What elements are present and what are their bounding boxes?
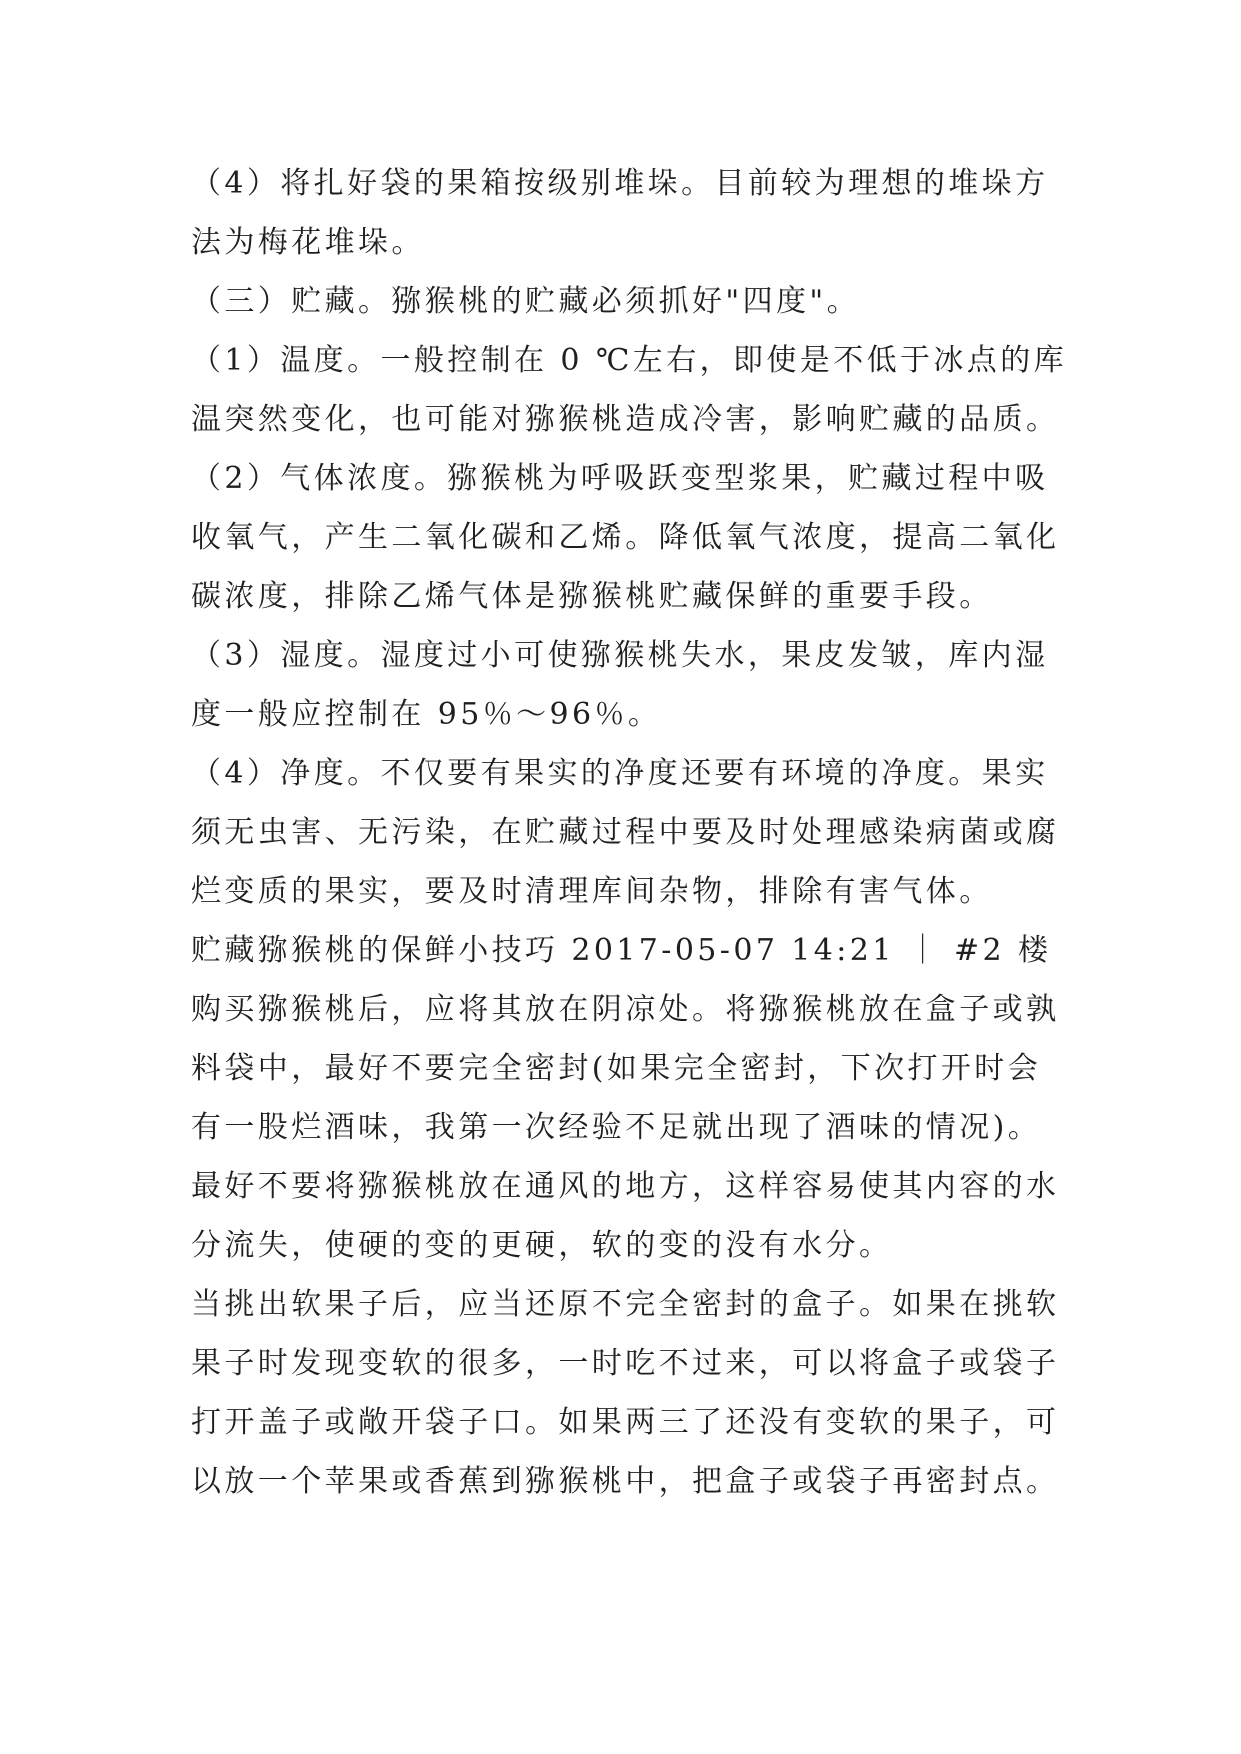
document-body — [191, 154, 1091, 1511]
text-line: 当挑出软果子后，应当还原不完全密封的盒子。如果在挑软 — [191, 1287, 1060, 1322]
text-line: 碳浓度，排除乙烯气体是猕猴桃贮藏保鲜的重要手段。 — [191, 579, 993, 614]
text-line: 最好不要将猕猴桃放在通风的地方，这样容易使其内容的水 — [191, 1169, 1060, 1204]
text-line: （3）湿度。湿度过小可使猕猴桃失水，果皮发皱，库内湿 — [191, 638, 1049, 673]
text-line: 果子时发现变软的很多，一时吃不过来，可以将盒子或袋子 — [191, 1346, 1060, 1381]
post-title-line: 贮藏猕猴桃的保鲜小技巧 2017-05-07 14:21 ｜ #2 楼 — [191, 933, 1052, 968]
text-line: 料袋中，最好不要完全密封(如果完全密封，下次打开时会 — [191, 1051, 1042, 1086]
text-line: （2）气体浓度。猕猴桃为呼吸跃变型浆果，贮藏过程中吸 — [191, 461, 1049, 496]
text-line: 法为梅花堆垛。 — [191, 225, 425, 260]
text-line: （4）净度。不仅要有果实的净度还要有环境的净度。果实 — [191, 756, 1049, 791]
text-line: （4）将扎好袋的果箱按级别堆垛。目前较为理想的堆垛方 — [191, 166, 1049, 201]
text-line: （1）温度。一般控制在 0 ℃左右，即使是不低于冰点的库 — [191, 343, 1068, 378]
text-line: 须无虫害、无污染，在贮藏过程中要及时处理感染病菌或腐 — [191, 815, 1060, 850]
text-line: 以放一个苹果或香蕉到猕猴桃中，把盒子或袋子再密封点。 — [191, 1464, 1060, 1499]
text-line: 度一般应控制在 95％～96％。 — [191, 697, 662, 732]
text-line: 烂变质的果实，要及时清理库间杂物，排除有害气体。 — [191, 874, 993, 909]
text-line: 购买猕猴桃后，应将其放在阴凉处。将猕猴桃放在盒子或孰 — [191, 992, 1060, 1027]
text-line: 有一股烂酒味，我第一次经验不足就出现了酒味的情况)。 — [191, 1110, 1042, 1145]
text-line: 分流失，使硬的变的更硬，软的变的没有水分。 — [191, 1228, 893, 1263]
text-line: 收氧气，产生二氧化碳和乙烯。降低氧气浓度，提高二氧化 — [191, 520, 1060, 555]
section-heading-line: （三）贮藏。猕猴桃的贮藏必须抓好"四度"。 — [191, 284, 860, 319]
text-line: 打开盖子或敞开袋子口。如果两三了还没有变软的果子，可 — [191, 1405, 1060, 1440]
text-line: 温突然变化，也可能对猕猴桃造成冷害，影响贮藏的品质。 — [191, 402, 1060, 437]
